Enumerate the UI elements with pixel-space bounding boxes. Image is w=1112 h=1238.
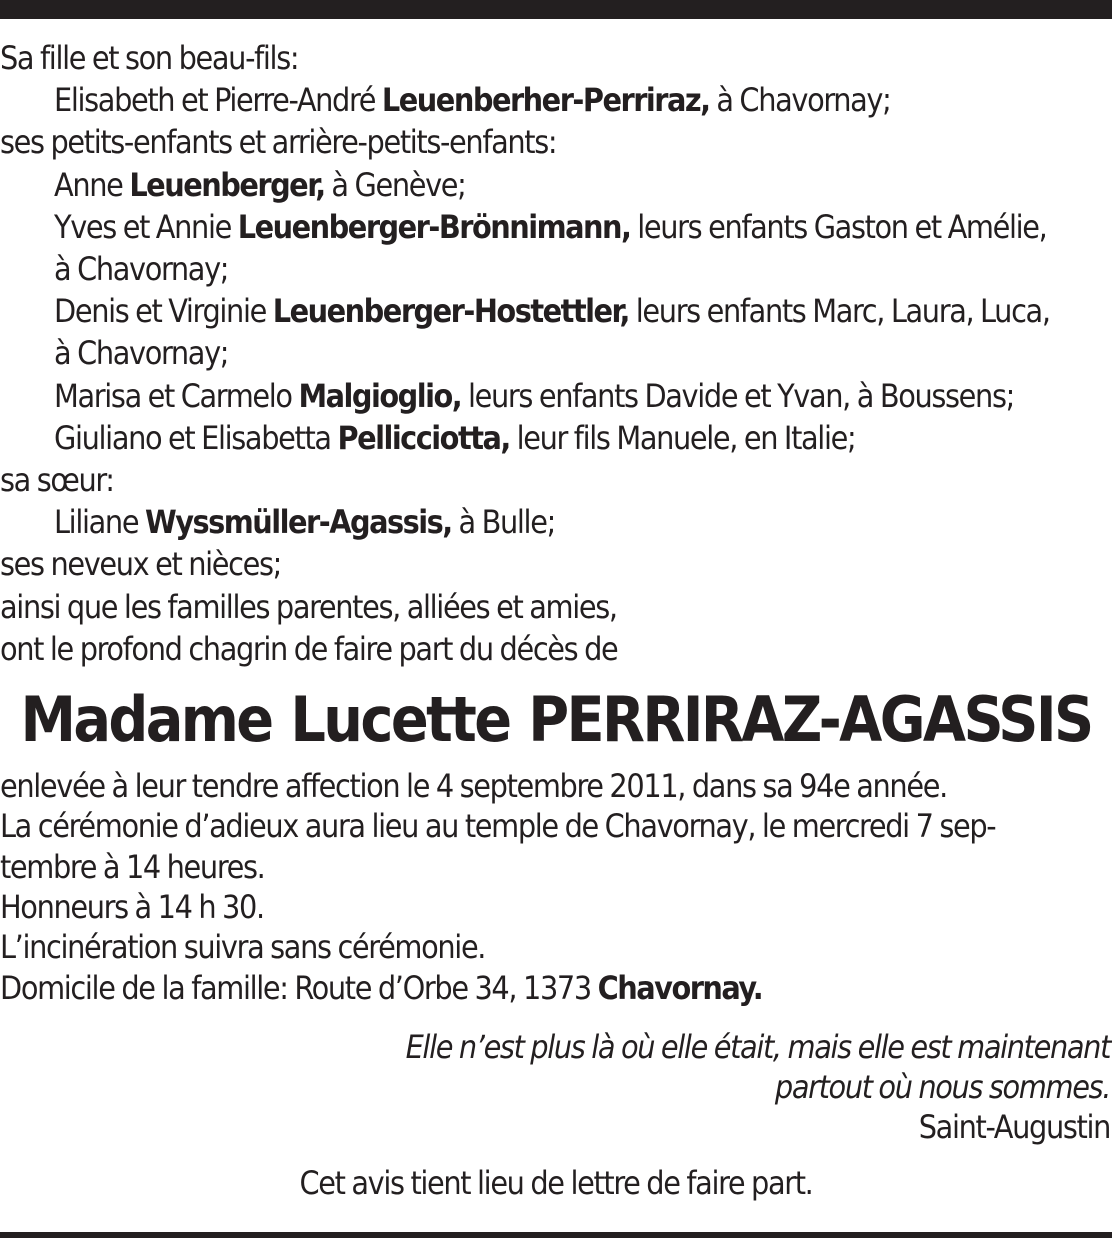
family-line [0, 459, 1112, 501]
family-line-text: Anne [54, 165, 130, 204]
family-line [0, 332, 1112, 374]
family-line [0, 375, 1112, 417]
family-line-text: ainsi que les familles parentes, alliées et amies, [0, 587, 617, 626]
family-line-text: Denis et Virginie [54, 292, 273, 331]
family-name: Wyssmüller-Agassis, [144, 503, 452, 542]
family-line-text: sa sœur: [0, 461, 114, 500]
quote-text: partout où nous sommes. [774, 1067, 1110, 1106]
family-line-text: Liliane [54, 503, 145, 542]
quote-block [0, 1027, 1112, 1147]
deceased-name: Madame Lucette PERRIRAZ-AGASSIS [20, 683, 1092, 757]
family-line [0, 417, 1112, 459]
family-line-text: ont le profond chagrin de faire part du décès de [0, 629, 618, 668]
family-name: Malgioglio, [298, 376, 462, 415]
family-line [0, 37, 1112, 79]
family-line [0, 206, 1112, 248]
family-name: Pellicciotta, [337, 418, 510, 457]
quote-text: Elle n’est plus là où elle était, mais elle est maintenant [405, 1027, 1110, 1066]
family-line-text: Sa fille et son beau-fils: [0, 39, 299, 77]
family-line [0, 628, 1112, 670]
family-line-text: Elisabeth et Pierre-André [54, 81, 382, 120]
family-name: Leuenberger, [129, 165, 325, 204]
family-line [0, 586, 1112, 628]
family-line-text: à Chavornay; [54, 250, 229, 289]
family-line [0, 248, 1112, 290]
family-name: Leuenberger-Hostettler, [272, 292, 629, 331]
family-line-text: ses neveux et nièces; [0, 545, 282, 584]
family-line-text: Marisa et Carmelo [54, 376, 299, 415]
quote-author: Saint-Augustin [918, 1107, 1110, 1146]
family-line-text: à Chavornay; [54, 334, 229, 373]
family-line [0, 121, 1112, 163]
details-line: L’incinération suivra sans cérémonie. [0, 928, 486, 967]
family-list [0, 37, 1112, 670]
family-line-text: à Genève; [324, 165, 466, 204]
top-rule [0, 0, 1112, 19]
death-notice [0, 37, 1112, 1204]
details-line: La cérémonie d’adieux aura lieu au temple de Chavornay, le mercredi 7 sep- [0, 807, 996, 846]
family-line [0, 290, 1112, 332]
address-town: Chavornay. [597, 968, 763, 1007]
closing-note: Cet avis tient lieu de lettre de faire part. [299, 1163, 813, 1202]
quote-line [0, 1067, 1110, 1107]
details-line: Honneurs à 14 h 30. [0, 887, 264, 926]
family-line [0, 501, 1112, 543]
family-line [0, 164, 1112, 206]
family-line-text: à Chavornay; [709, 81, 891, 120]
quote-line [0, 1027, 1110, 1067]
family-line-text: leurs enfants Gaston et Amélie, [630, 207, 1047, 246]
family-address [0, 968, 1112, 1008]
family-line [0, 79, 1112, 121]
ceremony-details [0, 766, 1112, 1008]
family-line-text: Giuliano et Elisabetta [54, 418, 338, 457]
family-line-text: leur fils Manuele, en Italie; [509, 418, 856, 457]
details-line: enlevée à leur tendre affection le 4 septembre 2011, dans sa 94e année. [0, 767, 947, 806]
details-line: tembre à 14 heures. [0, 847, 265, 886]
family-line-text: Yves et Annie [54, 207, 238, 246]
family-line-text: ses petits-enfants et arrière-petits-enfants: [0, 123, 557, 162]
address-text: Domicile de la famille: Route d’Orbe 34, 1373 [0, 968, 598, 1007]
family-line-text: à Bulle; [451, 503, 555, 542]
family-line-text: leurs enfants Marc, Laura, Luca, [628, 292, 1050, 331]
family-name: Leuenberher-Perriraz, [381, 81, 710, 120]
family-line [0, 543, 1112, 585]
bottom-rule [0, 1232, 1112, 1238]
family-line-text: leurs enfants Davide et Yvan, à Boussens; [461, 376, 1014, 415]
family-name: Leuenberger-Brönnimann, [237, 207, 631, 246]
